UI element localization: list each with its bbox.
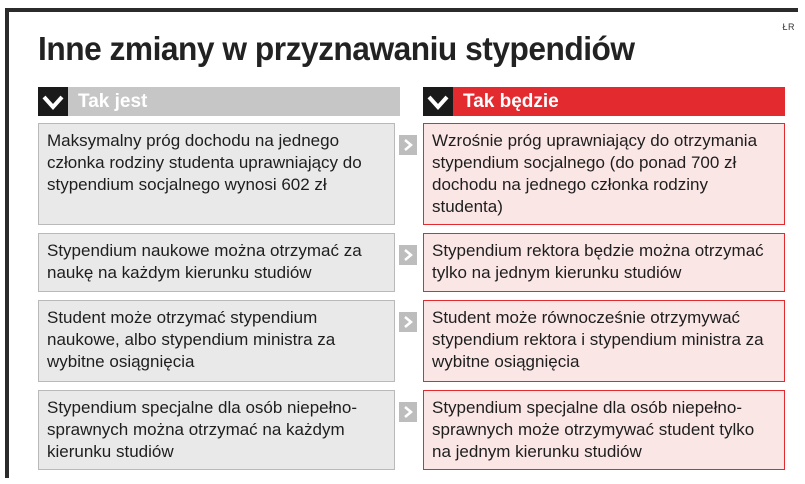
column-header-current bbox=[38, 87, 400, 116]
column-header-future-label: Tak będzie bbox=[463, 90, 559, 112]
future-rule-cell: Stypendium rektora będzie można otrzymać tylko na jednym kierunku studiów bbox=[423, 233, 785, 292]
comparison-row bbox=[38, 123, 785, 225]
page-title: Inne zmiany w przyznawaniu stypendiów bbox=[38, 30, 635, 67]
chevron-down-icon bbox=[38, 87, 68, 116]
chevron-right-icon bbox=[399, 312, 417, 332]
comparison-row bbox=[38, 233, 785, 292]
future-rule-cell: Wzrośnie próg uprawniający do otrzymania stypendium socjalnego (do ponad 700 zł dochodu na jednego członka rodziny studenta) bbox=[423, 123, 785, 225]
current-rule-cell: Student może otrzymać stypendium naukowe, albo stypendium ministra za wybitne osiągnięcia bbox=[38, 300, 395, 382]
column-header-current-label: Tak jest bbox=[78, 90, 148, 112]
future-rule-cell: Stypendium specjalne dla osób niepełno-sprawnych może otrzymywać student tylko na jednym kierunku studiów bbox=[423, 390, 785, 470]
future-rule-cell: Student może równocześnie otrzymywać stypendium rektora i stypendium ministra za wybitne osiągnięcia bbox=[423, 300, 785, 382]
chevron-right-icon bbox=[399, 245, 417, 265]
comparison-row bbox=[38, 300, 785, 382]
current-rule-cell: Stypendium naukowe można otrzymać za naukę na każdym kierunku studiów bbox=[38, 233, 395, 292]
chevron-right-icon bbox=[399, 135, 417, 155]
frame-left-border bbox=[5, 8, 9, 478]
comparison-row bbox=[38, 390, 785, 470]
current-rule-cell: Maksymalny próg dochodu na jednego członka rodziny studenta uprawniający do stypendium socjalnego wynosi 602 zł bbox=[38, 123, 395, 225]
chevron-right-icon bbox=[399, 402, 417, 422]
column-header-future bbox=[423, 87, 785, 116]
current-rule-cell: Stypendium specjalne dla osób niepełno-sprawnych można otrzymać na każdym kierunku studiów bbox=[38, 390, 395, 470]
frame-top-border bbox=[5, 8, 798, 12]
chevron-down-icon bbox=[423, 87, 453, 116]
author-credit: ŁR bbox=[782, 22, 795, 32]
